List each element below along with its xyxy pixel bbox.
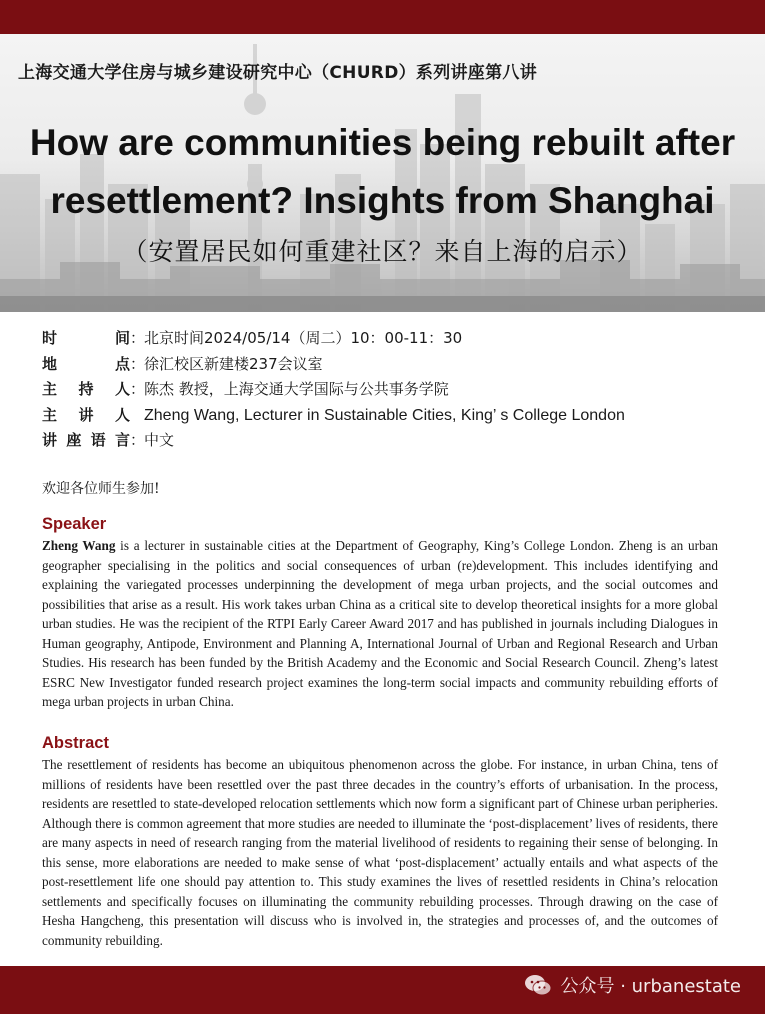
lecture-title-chinese: （安置居民如何重建社区？来自上海的启示）: [122, 237, 643, 266]
info-row-speaker: [42, 403, 625, 429]
watermark-text: 公众号 · urbanestate: [560, 976, 741, 997]
info-label: 主讲人: [42, 405, 130, 424]
info-label: 讲座语言: [42, 431, 130, 449]
lecture-title-english: [0, 114, 765, 230]
info-row-location: 地点：徐汇校区新建楼237会议室: [42, 352, 625, 378]
title-line-2: resettlement? Insights from Shanghai: [50, 180, 715, 221]
info-label: 主持人: [42, 380, 130, 398]
speaker-heading: Speaker: [42, 515, 107, 533]
info-value: 中文: [144, 431, 175, 449]
speaker-bio: [42, 536, 718, 712]
welcome-message: 欢迎各位师生参加!: [42, 481, 160, 497]
abstract-text: The resettlement of residents has become an ubiquitous phenomenon across the globe. For instance, in urban China, tens of millions of residents have been resettled over the past three decades in the country’s efforts of urbanisation. In the process, residents are resettled to state-developed relocation settlements which now form a significant part of Chinese urban peripheries. Although there is common agreement that more studies are needed to illuminate the ‘post-displacement’ lives of residents, there are many aspects in need of research ranging from the material livelihood of residents to regaining their sense of belonging. In this sense, more elaborations are needed to make sense of what ‘post-displacement’ actually entails and what aspects of the post-resettlement life one should pay attention to. This study examines the lives of resettled residents in China’s relocation settlements and specifically focuses on illuminating the community rebuilding processes. Through drawing on the case of Hesha Hangcheng, this presentation will discuss who is involved in, the strategies and processes of, and the outcomes of community rebuilding.: [42, 757, 718, 948]
speaker-name: Zheng Wang: [42, 538, 116, 553]
hero-banner: [0, 34, 765, 312]
info-label: 地点: [42, 354, 130, 373]
top-banner: [0, 0, 765, 34]
watermark: [524, 972, 741, 998]
speaker-bio-text: is a lecturer in sustainable cities at the Department of Geography, King’s College London. Zheng is an urban geographer specialising in the politics and social consequences of urban (re)development. This includes identifying and explaining the variegated processes underpinning the development of mega urban projects, and the social outcomes and possibilities that arise as a result. His work takes urban China as a critical site to develop theoretical insights for a more global urban studies. He was the recipient of the RTPI Early Career Award 2017 and has published in journals including Dialogues in Human geography, Antipode, Environment and Planning A, International Journal of Urban and Regional Research and Urban Studies. His research has been funded by the British Academy and the Economic and Social Research Council. Zheng’s latest ESRC New Investigator funded research project examines the long-term social impacts and community rebuilding efforts of mega urban projects in urban China.: [42, 538, 718, 709]
title-line-1: How are communities being rebuilt after: [29, 122, 736, 163]
info-value: 北京时间2024/05/14（周二）10：00-11：30: [144, 329, 463, 347]
info-value: Zheng Wang, Lecturer in Sustainable Cities, King’ s College London: [144, 406, 625, 424]
lecture-series-title: 上海交通大学住房与城乡建设研究中心（CHURD）系列讲座第八讲: [18, 63, 538, 83]
lecture-info: [42, 326, 625, 454]
info-row-host: 主持人：陈杰 教授，上海交通大学国际与公共事务学院: [42, 377, 625, 403]
info-value: 陈杰 教授，上海交通大学国际与公共事务学院: [144, 380, 449, 398]
info-value: 徐汇校区新建楼237会议室: [144, 354, 323, 373]
wechat-icon: [524, 974, 552, 996]
info-row-language: 讲座语言：中文: [42, 428, 625, 454]
info-row-time: 时间：北京时间2024/05/14（周二）10：00-11：30: [42, 326, 625, 352]
abstract-heading: Abstract: [42, 734, 109, 752]
info-label: 时间: [42, 329, 130, 347]
